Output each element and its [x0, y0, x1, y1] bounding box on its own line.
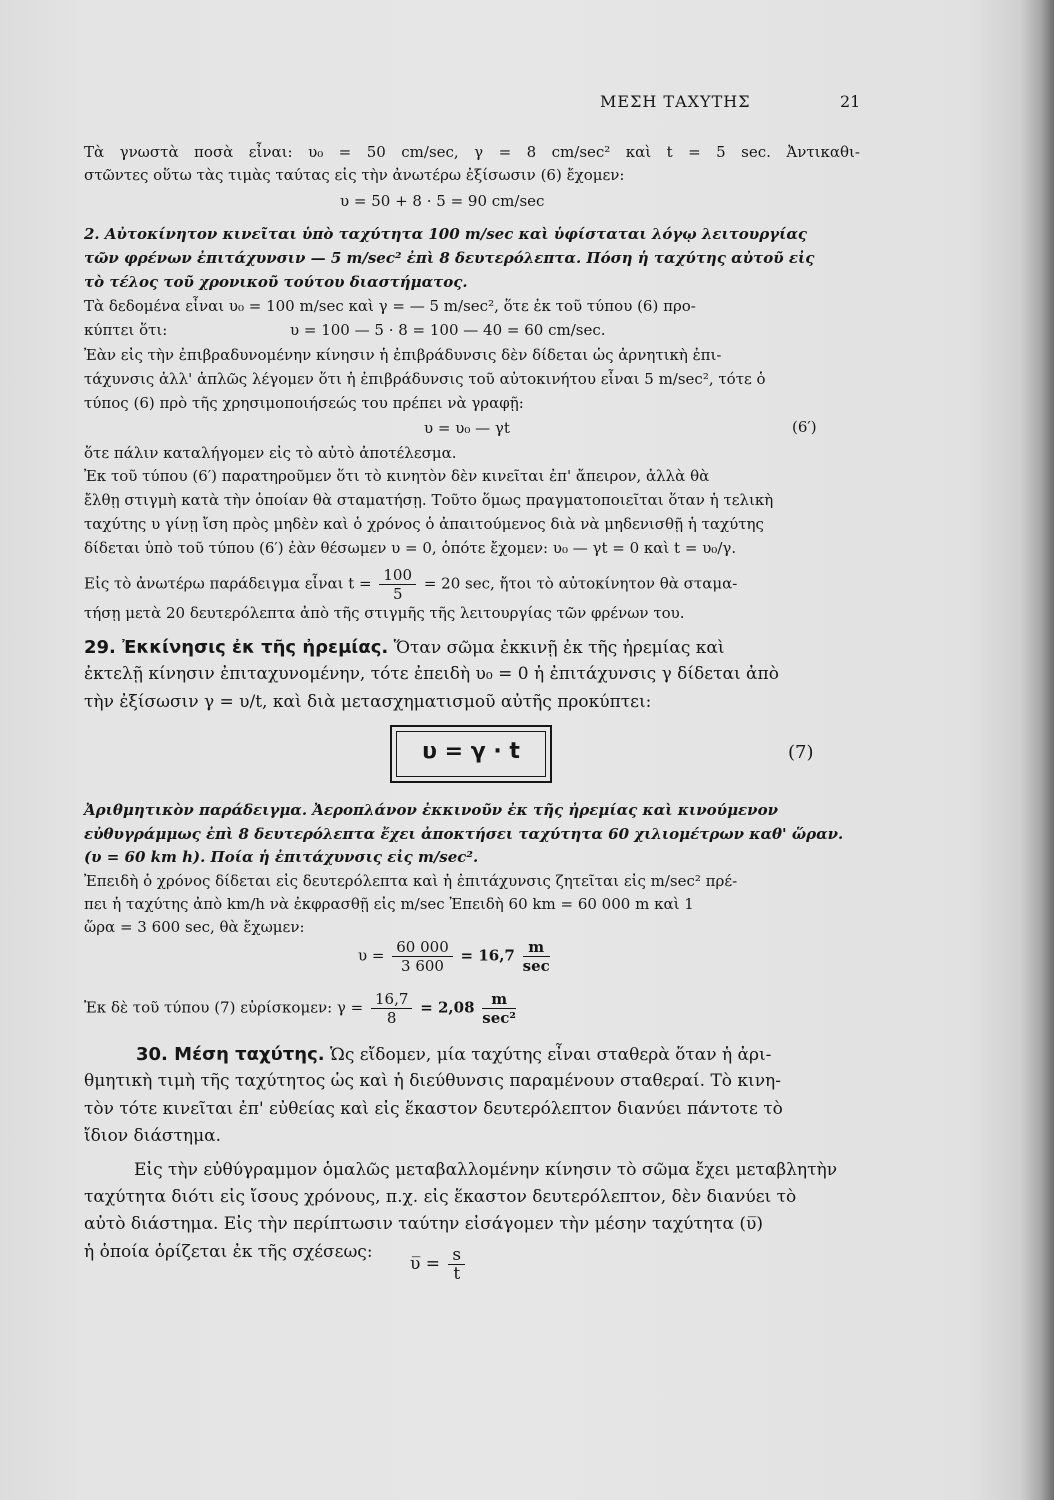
- section-30-line: [84, 1043, 860, 1067]
- text-line: κύπτει ὅτι:: [84, 321, 168, 339]
- fraction-numerator: 16,7: [371, 990, 412, 1009]
- section-title: 29. Ἐκκίνησις ἐκ τῆς ἠρεμίας.: [84, 637, 389, 658]
- equation-number: (6′): [792, 418, 817, 436]
- text-fragment: Ὅταν σῶμα ἐκκινῇ ἐκ τῆς ἠρεμίας καὶ: [393, 638, 725, 658]
- fraction-denominator: 5: [392, 585, 403, 603]
- text-line: ἴδιον διάστημα.: [84, 1126, 222, 1146]
- text-line: αὐτὸ διάστημα. Εἰς τὴν περίπτωσιν ταύτην εἰσάγομεν τὴν μέσην ταχύτητα (υ̅): [84, 1214, 763, 1234]
- text-line: Ἐὰν εἰς τὴν ἐπιβραδυνομένην κίνησιν ἡ ἐπιβράδυνσις δὲν δίδεται ὡς ἀρνητικὴ ἐπι-: [84, 346, 722, 364]
- fraction-denominator: 3 600: [401, 957, 444, 975]
- text-line: ἐκτελῇ κίνησιν ἐπιταχυνομένην, τότε ἐπειδὴ υ₀ = 0 ἡ ἐπιτάχυνσις γ δίδεται ἀπὸ: [84, 664, 779, 684]
- example-statement: εὐθυγράμμως ἐπὶ 8 δευτερόλεπτα ἔχει ἀποκτήσει ταχύτητα 60 χιλιομέτρων καθ' ὥραν.: [84, 825, 844, 843]
- example-statement: 2. Αὐτοκίνητον κινεῖται ὑπὸ ταχύτητα 100 m/sec καὶ ὑφίσταται λόγῳ λειτουργίας: [84, 225, 808, 243]
- example-statement: τὸ τέλος τοῦ χρονικοῦ τούτου διαστήματος.: [84, 273, 468, 291]
- text-line: ταχύτης υ γίνῃ ἴση πρὸς μηδὲν καὶ ὁ χρόνος ὁ ἀπαιτούμενος διὰ νὰ μηδενισθῇ ἡ ταχύτης: [84, 515, 764, 533]
- equation: υ = 100 — 5 · 8 = 100 — 40 = 60 cm/sec.: [290, 321, 606, 339]
- text-line: πει ἡ ταχύτης ἀπὸ km/h νὰ ἐκφρασθῇ εἰς m/sec Ἐπειδὴ 60 km = 60 000 m καὶ 1: [84, 895, 694, 913]
- text-line: τύπος (6) πρὸ τῆς χρησιμοποιήσεώς του πρέπει νὰ γραφῇ:: [84, 394, 524, 412]
- text-line: Τὰ γνωστὰ ποσὰ εἶναι: υ₀ = 50 cm/sec, γ = 8 cm/sec² καὶ t = 5 sec. Ἀντικαθι-: [84, 143, 860, 161]
- text-fragment: υ =: [358, 946, 385, 965]
- fraction-denominator: sec²: [482, 1009, 516, 1027]
- example-heading-line: [84, 800, 860, 820]
- section-title: 30. Μέση ταχύτης.: [136, 1044, 325, 1065]
- fraction-numerator: 60 000: [392, 938, 453, 957]
- text-fragment: = 2,08: [420, 998, 475, 1017]
- example-statement: τῶν φρένων ἐπιτάχυνσιν — 5 m/sec² ἐπὶ 8 δευτερόλεπτα. Πόση ἡ ταχύτης αὐτοῦ εἰς: [84, 249, 815, 267]
- page-edge: [1020, 0, 1054, 1500]
- text-line: τὸν τότε κινεῖται ἐπ' εὐθείας καὶ εἰς ἕκαστον δευτερόλεπτον διανύει πάντοτε τὸ: [84, 1099, 783, 1119]
- text-line: Ἐκ τοῦ τύπου (6′) παρατηροῦμεν ὅτι τὸ κινητὸν δὲν κινεῖται ἐπ' ἄπειρον, ἀλλὰ θὰ: [84, 467, 710, 485]
- fraction-numerator: 100: [379, 566, 416, 585]
- page-number: 21: [840, 92, 861, 111]
- unit-fraction: [523, 938, 550, 975]
- text-line: Εἰς τὴν εὐθύγραμμον ὁμαλῶς μεταβαλλομένην κίνησιν τὸ σῶμα ἔχει μεταβλητὴν: [134, 1160, 838, 1180]
- text-line: δίδεται ὑπὸ τοῦ τύπου (6′) ἐὰν θέσωμεν υ = 0, ὁπότε ἔχομεν: υ₀ — γt = 0 καὶ t = υ₀/γ.: [84, 539, 737, 557]
- text-fragment: = 16,7: [460, 946, 515, 965]
- text-fragment: = 20 sec, ἤτοι τὸ αὐτοκίνητον θὰ σταμα-: [423, 574, 738, 593]
- example-statement: (υ = 60 km h). Ποία ἡ ἐπιτάχυνσις εἰς m/sec².: [84, 848, 479, 866]
- fraction-numerator: m: [523, 938, 550, 957]
- fraction: [392, 938, 453, 975]
- section-29-line: [84, 636, 860, 660]
- equation-line: [84, 990, 519, 1027]
- running-header: ΜΕΣΗ ΤΑΧΥΤΗΣ: [600, 92, 751, 111]
- text-line: Τὰ δεδομένα εἶναι υ₀ = 100 m/sec καὶ γ = — 5 m/sec², ὅτε ἐκ τοῦ τύπου (6) προ-: [84, 297, 696, 315]
- text-line: τὴν ἐξίσωσιν γ = υ/t, καὶ διὰ μετασχηματισμοῦ αὐτῆς προκύπτει:: [84, 692, 652, 712]
- text-line-with-fraction: [84, 566, 860, 603]
- text-line: ὥρα = 3 600 sec, θὰ ἔχωμεν:: [84, 918, 305, 936]
- fraction: [379, 566, 416, 603]
- text-fragment: υ̅ =: [410, 1254, 440, 1274]
- fraction: [371, 990, 412, 1027]
- equation: [410, 1246, 468, 1283]
- text-line: ἔλθῃ στιγμὴ κατὰ τὴν ὁποίαν θὰ σταματήσῃ. Τοῦτο ὅμως πραγματοποιεῖται ὅταν ἡ τελικὴ: [84, 491, 774, 509]
- equation-text: υ = 50 + 8 · 5 = 90 cm/sec: [340, 192, 545, 210]
- text-line: Ἐπειδὴ ὁ χρόνος δίδεται εἰς δευτερόλεπτα καὶ ἡ ἐπιτάχυνσις ζητεῖται εἰς m/sec² πρέ-: [84, 872, 738, 890]
- text-fragment: Ὡς εἴδομεν, μία ταχύτης εἶναι σταθερὰ ὅταν ἡ ἀρι-: [330, 1045, 772, 1065]
- text-line: ὅτε πάλιν καταλήγομεν εἰς τὸ αὐτὸ ἀποτέλεσμα.: [84, 444, 457, 462]
- boxed-equation: [390, 725, 552, 783]
- equation: [340, 191, 544, 211]
- equation-text: υ = γ · t: [422, 739, 520, 764]
- unit-fraction: [482, 990, 516, 1027]
- fraction-numerator: m: [482, 990, 516, 1009]
- equation: [358, 938, 553, 975]
- text-line: θμητικὴ τιμὴ τῆς ταχύτητος ὡς καὶ ἡ διεύθυνσις παραμένουν σταθεραί. Τὸ κινη-: [84, 1071, 781, 1091]
- text-line: ἡ ὁποία ὁρίζεται ἐκ τῆς σχέσεως:: [84, 1242, 373, 1262]
- text-line: ταχύτητα διότι εἰς ἴσους χρόνους, π.χ. εἰς ἕκαστον δευτερόλεπτον, δὲν διανύει τὸ: [84, 1187, 797, 1207]
- text-line: τήσῃ μετὰ 20 δευτερόλεπτα ἀπὸ τῆς στιγμῆς τῆς λειτουργίας τῶν φρένων του.: [84, 604, 685, 622]
- fraction-denominator: t: [453, 1264, 461, 1284]
- equation: υ = υ₀ — γt: [424, 419, 510, 437]
- text-line: στῶντες οὕτω τὰς τιμὰς ταύτας εἰς τὴν ἀνωτέρω ἐξίσωσιν (6) ἔχομεν:: [84, 166, 625, 184]
- equation-number: (7): [788, 742, 814, 763]
- fraction-numerator: s: [448, 1246, 465, 1265]
- fraction: [448, 1246, 465, 1283]
- text-line: τάχυνσις ἀλλ' ἁπλῶς λέγομεν ὅτι ἡ ἐπιβράδυνσις τοῦ αὐτοκινήτου εἶναι 5 m/sec², τότε ὁ: [84, 370, 766, 388]
- text-fragment: Ἐκ δὲ τοῦ τύπου (7) εὑρίσκομεν: γ =: [84, 998, 364, 1017]
- fraction-denominator: 8: [386, 1009, 397, 1027]
- example-text: Ἀριθμητικὸν παράδειγμα. Ἀεροπλάνον ἐκκινοῦν ἐκ τῆς ἠρεμίας καὶ κινούμενον: [84, 801, 778, 819]
- text-fragment: Εἰς τὸ ἀνωτέρω παράδειγμα εἶναι t =: [84, 574, 372, 593]
- fraction-denominator: sec: [522, 957, 550, 975]
